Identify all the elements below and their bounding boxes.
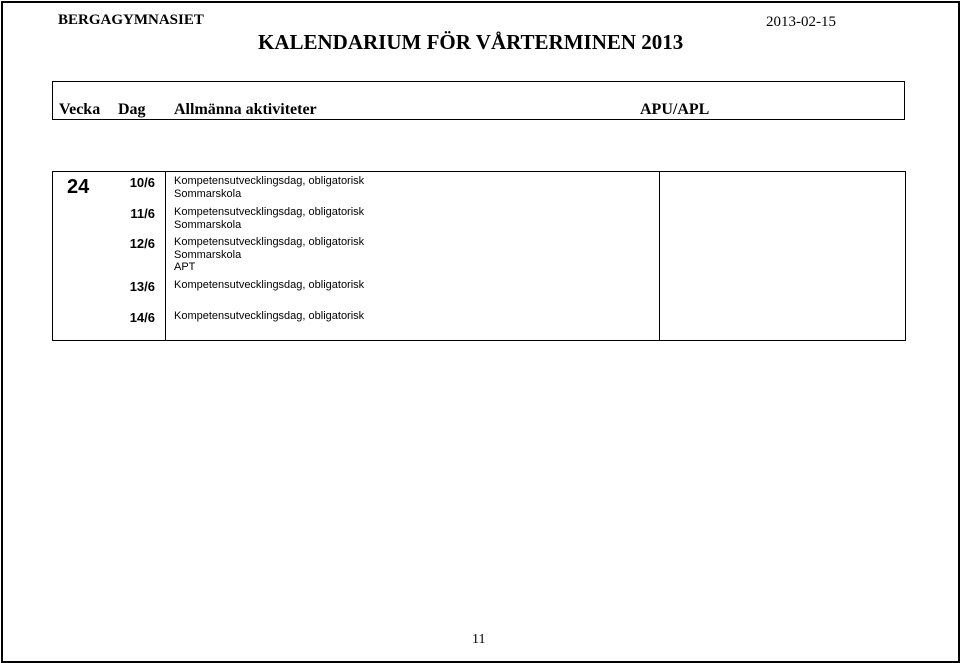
activity-list: [174, 206, 364, 231]
column-header-week: Vecka: [59, 101, 101, 118]
column-header-apu: APU/APL: [640, 101, 710, 118]
activity-list: [174, 175, 364, 200]
day-label: 13/6: [129, 279, 155, 294]
activity-list: [174, 236, 364, 274]
column-header-day: Dag: [118, 101, 146, 118]
activity-item: Sommarskola: [174, 187, 242, 200]
activity-item: Kompetensutvecklingsdag, obligatorisk: [174, 279, 365, 291]
column-header-row: [52, 81, 905, 120]
day-label: 11/6: [130, 206, 155, 221]
week-table: [52, 171, 906, 341]
page-number: 11: [472, 632, 486, 647]
activity-item: Kompetensutvecklingsdag, obligatorisk: [174, 310, 365, 322]
school-name: BERGAGYMNASIET: [58, 12, 204, 28]
activity-list: [174, 279, 364, 292]
activity-item: Kompetensutvecklingsdag, obligatorisk: [174, 175, 365, 187]
activity-item: Sommarskola: [174, 248, 242, 261]
document-date: 2013-02-15: [766, 14, 836, 30]
activity-item: Kompetensutvecklingsdag, obligatorisk: [174, 236, 365, 248]
page-title: KALENDARIUM FÖR VÅRTERMINEN 2013: [258, 30, 684, 54]
column-divider: [659, 172, 660, 340]
activity-item: Kompetensutvecklingsdag, obligatorisk: [174, 206, 365, 218]
day-label: 14/6: [129, 310, 155, 325]
activity-item: Sommarskola: [174, 218, 242, 231]
column-header-general: Allmänna aktiviteter: [174, 101, 317, 118]
column-divider: [165, 172, 166, 340]
activity-list: [174, 310, 364, 323]
activity-item: APT: [174, 261, 196, 273]
day-label: 12/6: [129, 236, 155, 251]
week-number: 24: [67, 176, 90, 198]
day-label: 10/6: [129, 175, 155, 190]
